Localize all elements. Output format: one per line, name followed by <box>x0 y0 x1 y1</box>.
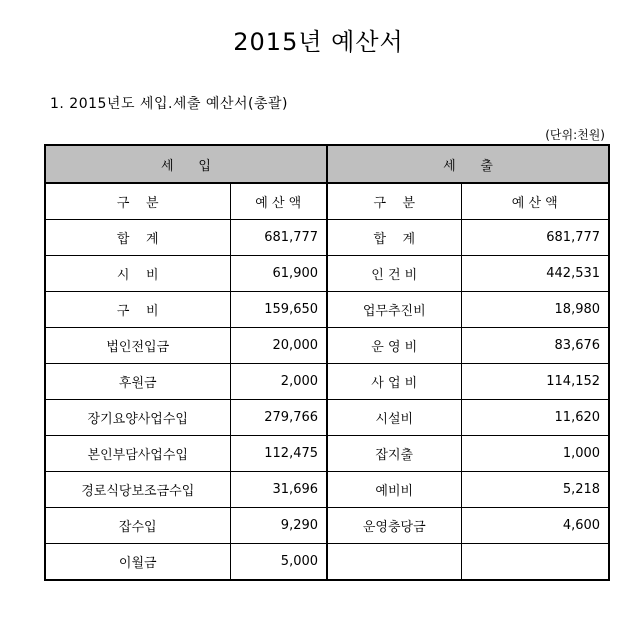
expense-amount-cell: 442,531 <box>461 256 609 292</box>
document-title: 2015년 예산서 <box>233 28 404 56</box>
table-row <box>45 220 609 256</box>
expense-amount-cell: 681,777 <box>461 220 609 256</box>
income-amount-cell: 61,900 <box>230 256 327 292</box>
expense-amount-cell: 18,980 <box>461 292 609 328</box>
expense-amount-cell: 114,152 <box>461 364 609 400</box>
expense-item-cell: 잡지출 <box>327 436 461 472</box>
expense-amount-cell: 4,600 <box>461 508 609 544</box>
expense-item-cell: 운영충당금 <box>327 508 461 544</box>
income-amount-cell: 681,777 <box>230 220 327 256</box>
income-item-cell: 경로식당보조금수입 <box>45 472 230 508</box>
table-row <box>45 436 609 472</box>
expense-amount-cell: 1,000 <box>461 436 609 472</box>
budget-table <box>44 144 610 581</box>
expense-item-cell <box>327 544 461 581</box>
income-amount-cell: 20,000 <box>230 328 327 364</box>
income-category-header: 구 분 <box>45 183 230 220</box>
table-row <box>45 400 609 436</box>
income-amount-cell: 2,000 <box>230 364 327 400</box>
expense-category-header: 구 분 <box>327 183 461 220</box>
expense-item-cell: 운 영 비 <box>327 328 461 364</box>
income-item-cell: 구 비 <box>45 292 230 328</box>
expense-item-cell: 사 업 비 <box>327 364 461 400</box>
income-item-cell: 이월금 <box>45 544 230 581</box>
table-row <box>45 328 609 364</box>
income-amount-cell: 5,000 <box>230 544 327 581</box>
expense-amount-cell: 5,218 <box>461 472 609 508</box>
expense-item-cell: 업무추진비 <box>327 292 461 328</box>
table-row <box>45 364 609 400</box>
income-amount-cell: 9,290 <box>230 508 327 544</box>
table-header-row <box>45 145 609 183</box>
income-amount-header: 예 산 액 <box>230 183 327 220</box>
expense-amount-cell: 83,676 <box>461 328 609 364</box>
income-amount-cell: 31,696 <box>230 472 327 508</box>
income-amount-cell: 279,766 <box>230 400 327 436</box>
unit-label: (단위:천원) <box>545 128 605 142</box>
income-item-cell: 장기요양사업수입 <box>45 400 230 436</box>
income-header: 세 입 <box>45 145 327 183</box>
income-item-cell: 시 비 <box>45 256 230 292</box>
table-row <box>45 544 609 581</box>
income-amount-cell: 159,650 <box>230 292 327 328</box>
expense-item-cell: 예비비 <box>327 472 461 508</box>
section-heading: 1. 2015년도 세입.세출 예산서(총괄) <box>50 96 288 112</box>
table-row <box>45 472 609 508</box>
expense-item-cell: 인 건 비 <box>327 256 461 292</box>
expense-item-cell: 합 계 <box>327 220 461 256</box>
table-row <box>45 292 609 328</box>
expense-item-cell: 시설비 <box>327 400 461 436</box>
income-amount-cell: 112,475 <box>230 436 327 472</box>
income-item-cell: 법인전입금 <box>45 328 230 364</box>
expense-amount-cell: 11,620 <box>461 400 609 436</box>
table-subheader-row <box>45 183 609 220</box>
income-item-cell: 후원금 <box>45 364 230 400</box>
expense-amount-cell <box>461 544 609 581</box>
table-row <box>45 256 609 292</box>
table-row <box>45 508 609 544</box>
expense-header: 세 출 <box>327 145 609 183</box>
income-item-cell: 합 계 <box>45 220 230 256</box>
expense-amount-header: 예 산 액 <box>461 183 609 220</box>
income-item-cell: 본인부담사업수입 <box>45 436 230 472</box>
income-item-cell: 잡수입 <box>45 508 230 544</box>
